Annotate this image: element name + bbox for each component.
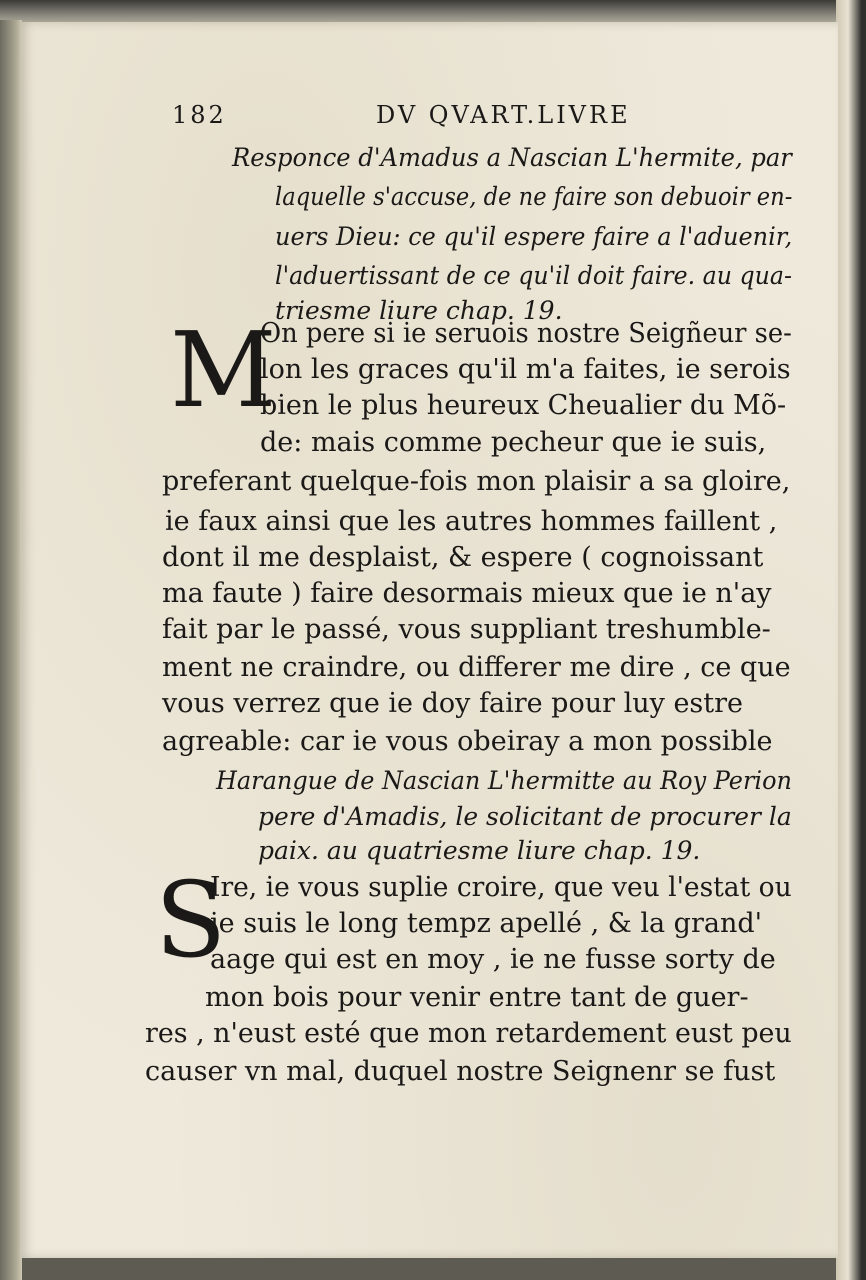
heading-line: uers Dieu: ce qu'il espere faire a l'aduenir, [275,222,793,251]
heading-line: triesme liure chap. 19. [275,296,563,325]
paragraph-line: Ire, ie vous suplie croire, que veu l'estat ou [210,872,792,903]
heading-line: pere d'Amadis, le solicitant de procurer la [258,802,792,831]
paragraph-line: ie faux ainsi que les autres hommes faillent , [165,506,778,537]
paragraph-line: ment ne craindre, ou differer me dire , ce que [162,652,791,683]
heading-line: laquelle s'accuse, de ne faire son debuoir en- [275,182,793,211]
running-title: DV QVART.LIVRE [376,101,631,129]
paragraph-line: res , n'eust esté que mon retardement eust peu [145,1018,792,1049]
paragraph-line: fait par le passé, vous suppliant treshumble- [162,614,771,645]
paragraph-line: bien le plus heureux Cheualier du Mõ- [260,390,787,421]
paragraph-line: dont il me desplaist, & espere ( cognoissant [162,542,764,573]
paragraph-line: ie suis le long tempz apellé , & la grand' [210,908,763,939]
paragraph-line: causer vn mal, duquel nostre Seignenr se fust [145,1056,776,1087]
heading-line: l'aduertissant de ce qu'il doit faire. au qua- [275,261,793,290]
drop-cap-m: M [170,309,277,431]
book-gutter [0,20,22,1280]
page-edge-right [836,0,866,1280]
heading-line: Responce d'Amadus a Nascian L'hermite, par [232,143,792,172]
paragraph-line: preferant quelque-fois mon plaisir a sa gloire, [162,466,791,497]
paragraph-line: On pere si ie seruois nostre Seigñeur se- [260,318,792,349]
page-number: 182 [172,101,227,129]
heading-line: paix. au quatriesme liure chap. 19. [258,836,701,865]
heading-line: Harangue de Nascian L'hermitte au Roy Perion [216,766,792,795]
paragraph-line: ma faute ) faire desormais mieux que ie n'ay [162,578,772,609]
paragraph-line: vous verrez que ie doy faire pour luy estre [162,688,744,719]
paragraph-line: aage qui est en moy , ie ne fusse sorty de [210,944,776,975]
paragraph-line: agreable: car ie vous obeiray a mon possible [162,726,773,757]
book-page [20,22,838,1258]
paragraph-line: mon bois pour venir entre tant de guer- [205,982,749,1013]
paragraph-line: lon les graces qu'il m'a faites, ie serois [260,354,791,385]
drop-cap-s: S [155,859,227,981]
paragraph-line: de: mais comme pecheur que ie suis, [260,427,767,458]
